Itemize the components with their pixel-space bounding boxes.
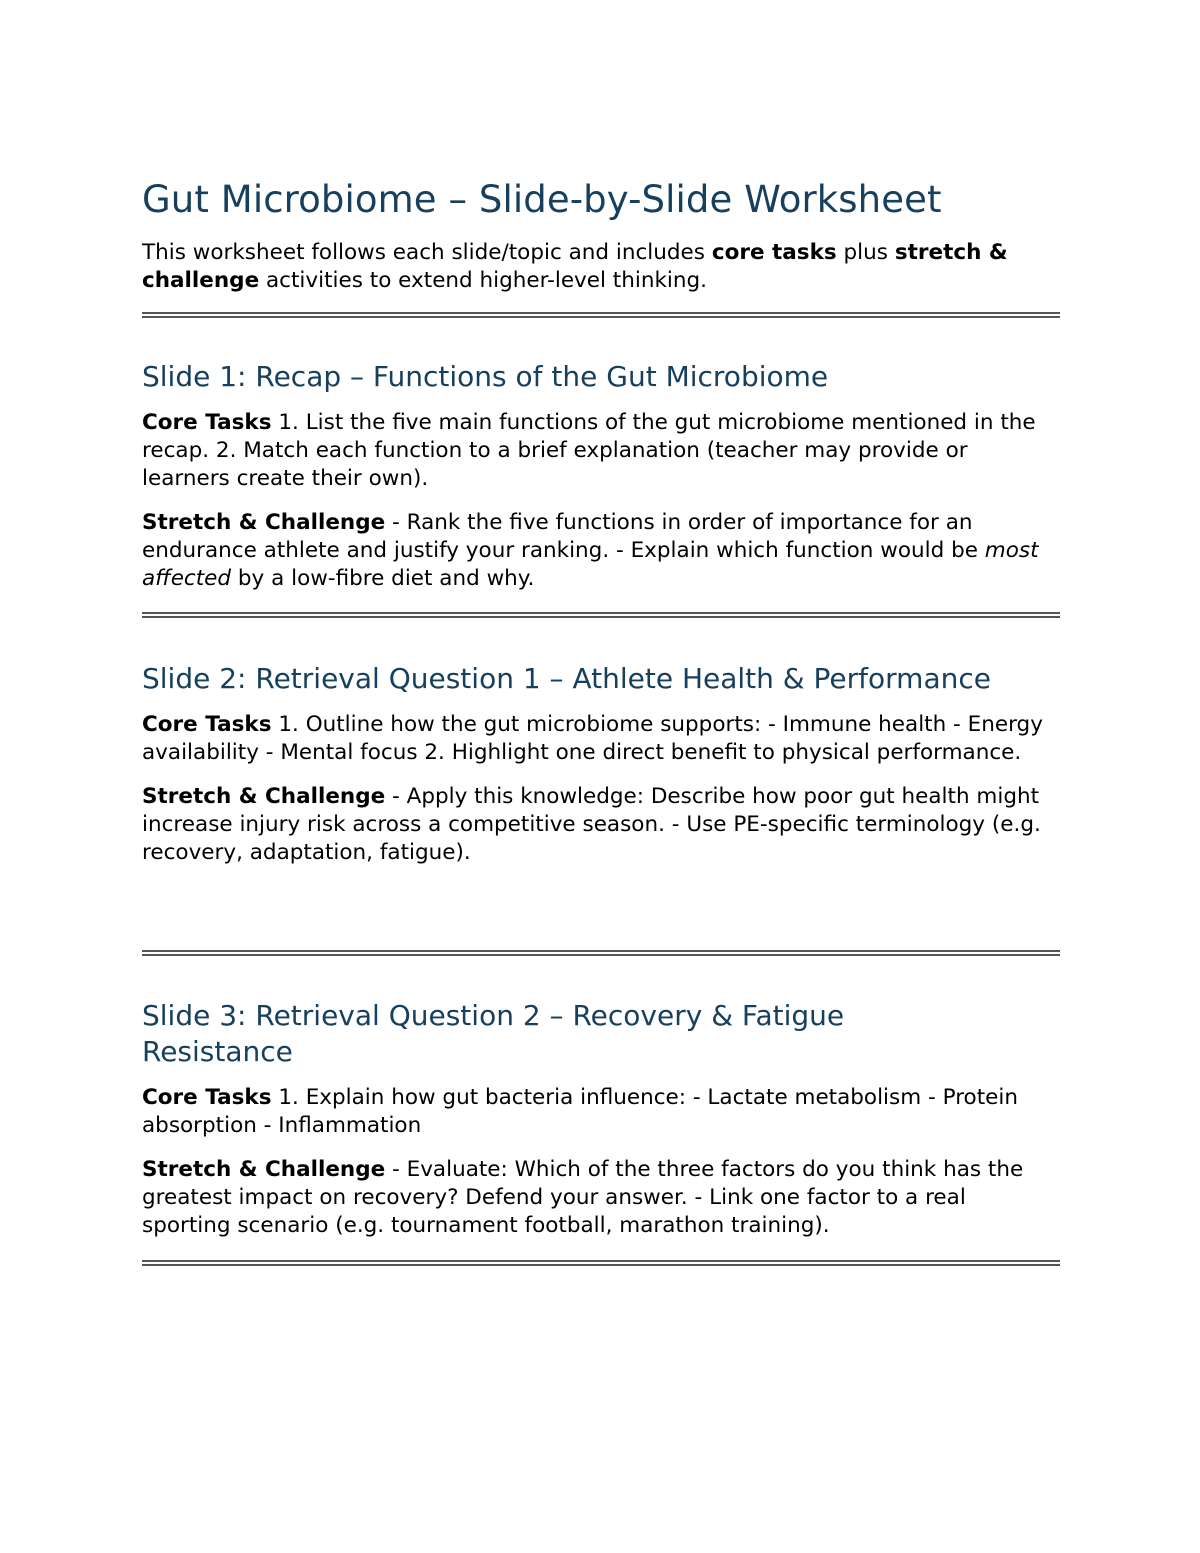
- stretch-challenge-text: - Evaluate: Which of the three factors do you think has the greatest impact on recovery? Defend your answer. - Link one factor to a real sporting scenario (e.g. tournament football, marathon training).: [142, 1157, 1024, 1238]
- core-tasks-paragraph: [142, 409, 1060, 493]
- core-tasks-text: 1. Explain how gut bacteria influence: - Lactate metabolism - Protein absorption - Inflammation: [142, 1085, 1018, 1138]
- core-tasks-label: Core Tasks: [142, 712, 272, 737]
- core-tasks-text: 1. Outline how the gut microbiome supports: - Immune health - Energy availability - Mental focus 2. Highlight one direct benefit to physical performance.: [142, 712, 1043, 765]
- intro-bold-core-tasks: core tasks: [711, 240, 837, 265]
- section-heading: Slide 2: Retrieval Question 1 – Athlete Health & Performance: [142, 662, 991, 695]
- section-heading: Slide 3: Retrieval Question 2 – Recovery & Fatigue Resistance: [142, 999, 845, 1068]
- stretch-challenge-paragraph: [142, 783, 1060, 867]
- stretch-challenge-text: - Apply this knowledge: Describe how poor gut health might increase injury risk across a competitive season. - Use PE-specific terminology (e.g. recovery, adaptation, fatigue).: [142, 784, 1041, 865]
- stretch-challenge-paragraph: [142, 1156, 1060, 1240]
- section-slide-2: [142, 661, 1060, 883]
- core-tasks-paragraph: [142, 1084, 1060, 1140]
- section-slide-1: [142, 359, 1060, 609]
- core-tasks-paragraph: [142, 711, 1060, 767]
- divider-rule-4: [142, 1260, 1060, 1266]
- intro-text-1: This worksheet follows each slide/topic and includes: [142, 240, 712, 265]
- divider-rule-2: [142, 612, 1060, 618]
- core-tasks-text: 1. List the five main functions of the gut microbiome mentioned in the recap. 2. Match each function to a brief explanation (teacher may provide or learners create their own).: [142, 410, 1036, 491]
- document-title: Gut Microbiome – Slide-by-Slide Worksheet: [142, 178, 942, 221]
- section-slide-3: [142, 998, 1060, 1256]
- stretch-challenge-paragraph: [142, 509, 1060, 593]
- core-tasks-label: Core Tasks: [142, 1085, 272, 1110]
- intro-text-3: activities to extend higher-level thinking.: [259, 268, 707, 293]
- stretch-challenge-emphasis: most affected: [142, 538, 1039, 591]
- stretch-challenge-text-end: by a low-fibre diet and why.: [231, 566, 535, 591]
- stretch-challenge-label: Stretch & Challenge: [142, 1157, 386, 1182]
- divider-rule-1: [142, 312, 1060, 318]
- stretch-challenge-label: Stretch & Challenge: [142, 784, 386, 809]
- section-heading: Slide 1: Recap – Functions of the Gut Microbiome: [142, 360, 829, 393]
- core-tasks-label: Core Tasks: [142, 410, 272, 435]
- intro-paragraph: [142, 239, 1060, 295]
- stretch-challenge-label: Stretch & Challenge: [142, 510, 386, 535]
- divider-rule-3: [142, 950, 1060, 956]
- stretch-challenge-text: - Rank the five functions in order of importance for an endurance athlete and justify your ranking. - Explain which function would be: [142, 510, 985, 563]
- intro-text-2: plus: [836, 240, 895, 265]
- intro-bold-stretch: stretch & challenge: [142, 240, 1008, 293]
